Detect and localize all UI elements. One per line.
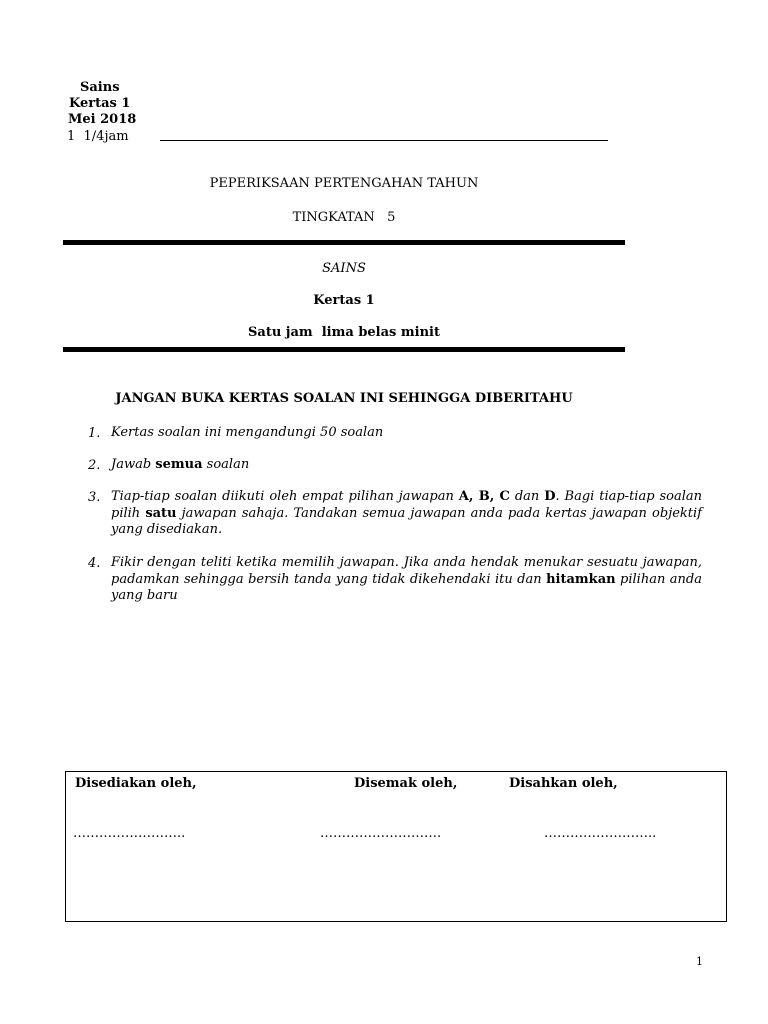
header-rule xyxy=(160,140,608,141)
warning-heading: JANGAN BUKA KERTAS SOALAN INI SEHINGGA DIBERITAHU xyxy=(115,391,573,406)
form-title: TINGKATAN 5 xyxy=(292,210,396,225)
thick-rule-top xyxy=(63,240,625,245)
instruction-3-number: 3. xyxy=(88,490,101,505)
prepared-by-label: Disediakan oleh, xyxy=(75,776,197,791)
instruction-2-number: 2. xyxy=(88,458,101,473)
header-date: Mei 2018 xyxy=(68,112,137,127)
exam-title: PEPERIKSAAN PERTENGAHAN TAHUN xyxy=(209,176,479,191)
instruction-4-number: 4. xyxy=(88,556,101,571)
thick-rule-bottom xyxy=(63,347,625,352)
approved-by-label: Disahkan oleh, xyxy=(509,776,618,791)
banner-paper: Kertas 1 xyxy=(313,293,375,308)
instruction-1-text: Kertas soalan ini mengandungi 50 soalan xyxy=(111,425,384,440)
header-subject: Sains xyxy=(80,80,120,95)
banner-subject: SAINS xyxy=(322,261,366,276)
checked-by-label: Disemak oleh, xyxy=(354,776,458,791)
instruction-4-text: Fikir dengan teliti ketika memilih jawapan. Jika anda hendak menukar sesuatu jawapan, padamkan sehingga bersih tanda yang tidak dikehendaki itu dan hitamkan pilihan anda yang baru xyxy=(111,555,702,603)
instruction-2-text: Jawab semua soalan xyxy=(111,457,250,472)
prepared-by-signature-line: …………………….. xyxy=(73,826,186,841)
header-duration: 1 1/4jam xyxy=(67,129,129,144)
banner-duration: Satu jam lima belas minit xyxy=(248,325,440,340)
signature-box xyxy=(65,771,727,922)
checked-by-signature-line: ………………………. xyxy=(320,826,442,841)
header-paper: Kertas 1 xyxy=(69,96,131,111)
approved-by-signature-line: …………………….. xyxy=(544,826,657,841)
instruction-3-text: Tiap-tiap soalan diikuti oleh empat pilihan jawapan A, B, C dan D. Bagi tiap-tiap soalan pilih satu jawapan sahaja. Tandakan semua jawapan anda pada kertas jawapan objektif yang disediakan. xyxy=(111,489,702,537)
instruction-1-number: 1. xyxy=(88,426,101,441)
page-number: 1 xyxy=(696,955,703,968)
